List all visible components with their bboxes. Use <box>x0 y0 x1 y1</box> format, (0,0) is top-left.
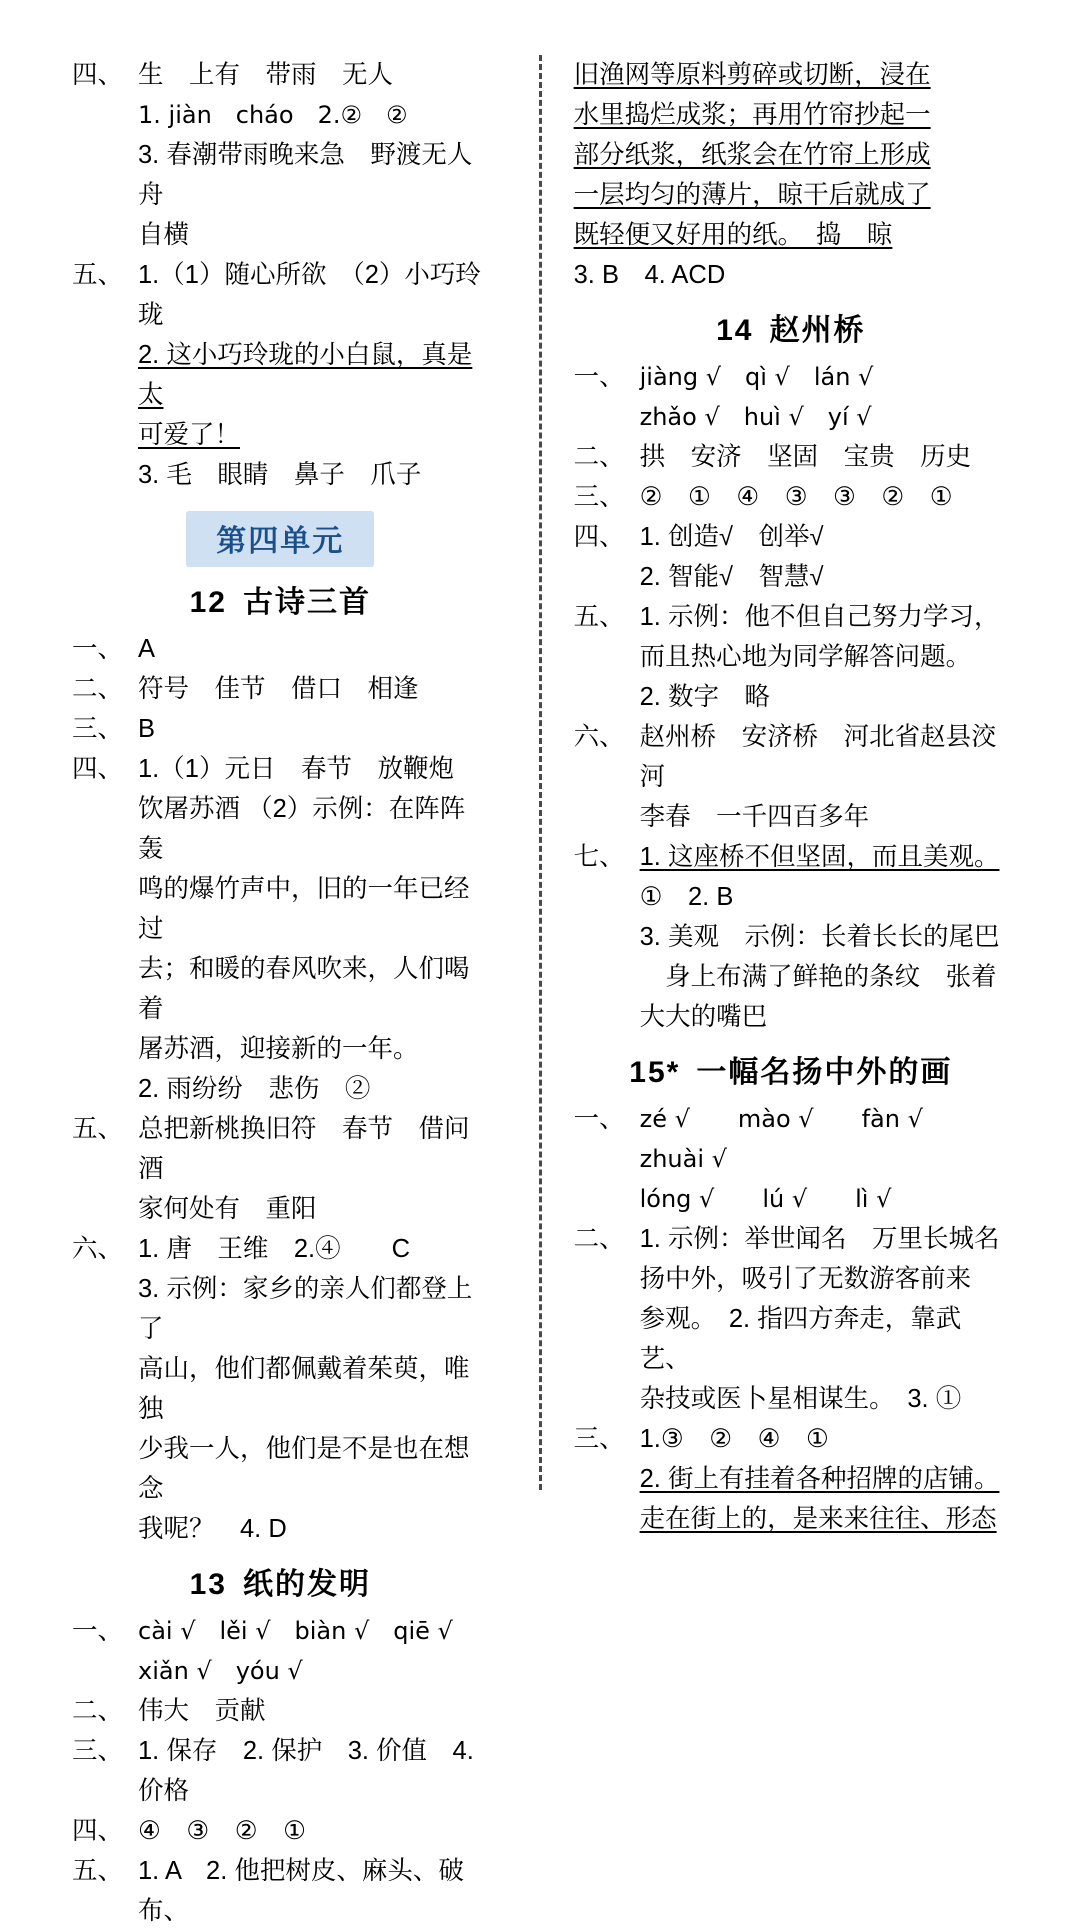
answer-content: ② ① ④ ③ ③ ② ① <box>639 483 953 511</box>
answer-line <box>72 629 489 669</box>
answer-line <box>574 557 1008 597</box>
answer-line <box>574 637 1008 677</box>
answer-line <box>72 335 489 415</box>
answer-content: 扬中外，吸引了无数游客前来 <box>639 1265 972 1293</box>
answer-line <box>72 1811 489 1851</box>
answer-content: 总把新桃换旧符 春节 借问酒 <box>138 1115 470 1183</box>
column-divider <box>539 55 542 1490</box>
answer-content: 1. jiàn cháo 2.② ② <box>138 101 408 129</box>
answer-label: 五、 <box>573 603 625 631</box>
answer-line <box>574 997 1008 1037</box>
answer-label: 二、 <box>573 1225 625 1253</box>
answer-line <box>574 1099 1008 1179</box>
answer-label <box>574 877 640 917</box>
answer-content: 可爱了！ <box>138 421 241 449</box>
answer-line <box>574 1499 1008 1539</box>
answer-line <box>574 477 1008 517</box>
answer-line <box>574 717 1008 797</box>
answer-content: 3. 示例：家乡的亲人们都登上了 <box>138 1275 473 1343</box>
answer-content: 生 上有 带雨 无人 <box>138 61 394 89</box>
answer-label <box>574 1499 640 1539</box>
answer-line <box>72 1269 489 1349</box>
answer-label <box>72 1029 138 1069</box>
lesson12-answers <box>72 629 489 1549</box>
answer-content: 大大的嘴巴 <box>639 1003 768 1031</box>
answer-label: 二、 <box>72 675 124 703</box>
answer-content: 3. B 4. ACD <box>573 261 726 289</box>
answer-content: xiǎn √ yóu √ <box>138 1657 303 1685</box>
left-column <box>72 55 507 1925</box>
answer-content: 参观。 2. 指四方奔走，靠武艺、 <box>639 1305 962 1373</box>
answer-content: 2. 街上有挂着各种招牌的店铺。 <box>639 1465 1000 1493</box>
answer-content: 我呢？ 4. D <box>138 1515 287 1543</box>
answer-content: 一层均匀的薄片，晾干后就成了 <box>573 181 931 209</box>
answer-label <box>72 1509 138 1549</box>
answer-label: 二、 <box>573 443 625 471</box>
answer-label <box>72 135 138 215</box>
answer-label <box>574 1379 640 1419</box>
answer-content: 去；和暖的春风吹来，人们喝着 <box>138 955 470 1023</box>
answer-content: 1.③ ② ④ ① <box>639 1425 829 1453</box>
answer-line <box>72 1189 489 1229</box>
answer-content: 1.（1）元日 春节 放鞭炮 <box>138 755 454 783</box>
answer-content: 屠苏酒，迎接新的一年。 <box>138 1035 419 1063</box>
answer-label <box>72 215 138 255</box>
answer-content: 1. 唐 王维 2.④ C <box>138 1235 411 1263</box>
answer-label <box>574 917 640 957</box>
answer-content: lóng √ lú √ lì √ <box>639 1185 892 1213</box>
answer-label <box>574 1259 640 1299</box>
answer-label <box>72 1349 138 1429</box>
answer-label: 六、 <box>72 1235 124 1263</box>
lesson-number: 15* <box>629 1056 681 1089</box>
answer-line <box>574 1259 1008 1299</box>
answer-content: 赵州桥 安济桥 河北省赵县洨河 <box>639 723 997 791</box>
answer-line <box>72 255 489 335</box>
answer-line <box>72 135 489 215</box>
answer-content: 2. 数字 略 <box>639 683 770 711</box>
answer-line <box>574 437 1008 477</box>
answer-line <box>574 517 1008 557</box>
answer-content: jiàng √ qì √ lán √ <box>639 363 874 391</box>
answer-line <box>72 749 489 789</box>
answer-content: 3. 春潮带雨晚来急 野渡无人舟 <box>138 141 473 209</box>
answer-label: 四、 <box>573 523 625 551</box>
answer-content: 3. 毛 眼睛 鼻子 爪子 <box>138 461 422 489</box>
answer-content: 而且热心地为同学解答问题。 <box>639 643 972 671</box>
answer-content: 家何处有 重阳 <box>138 1195 317 1223</box>
answer-line <box>72 1429 489 1509</box>
answer-content: 1. 示例：举世闻名 万里长城名 <box>639 1225 1000 1253</box>
answer-label <box>72 335 138 415</box>
lesson-title-13 <box>72 1559 489 1603</box>
answer-line <box>574 357 1008 397</box>
lesson-number: 12 <box>189 586 227 619</box>
answer-line <box>574 1219 1008 1259</box>
answer-content: 2. 雨纷纷 悲伤 ② <box>138 1075 371 1103</box>
answer-line <box>72 869 489 949</box>
answer-line <box>574 1179 1008 1219</box>
lesson-name: 古诗三首 <box>242 586 371 619</box>
answer-label: 一、 <box>72 635 124 663</box>
answer-content: 少我一人，他们是不是也在想念 <box>138 1435 470 1503</box>
lesson-number: 14 <box>716 314 754 347</box>
answer-text: 1. A 2. 他把树皮、麻头、破布、 <box>138 1857 464 1925</box>
answer-content: 拱 安济 坚固 宝贵 历史 <box>639 443 972 471</box>
lesson-number: 13 <box>189 1568 227 1601</box>
answer-content: 1. 保存 2. 保护 3. 价值 4. 价格 <box>138 1737 481 1805</box>
answer-label <box>574 637 640 677</box>
answer-content: 2. 智能√ 智慧√ <box>639 563 824 591</box>
answer-label: 四、 <box>72 755 124 783</box>
answer-content: ④ ③ ② ① <box>138 1817 306 1845</box>
answer-line <box>574 1419 1008 1459</box>
answer-content: 1. 这座桥不但坚固，而且美观。 <box>639 843 1000 871</box>
answer-label: 五、 <box>72 261 124 289</box>
answer-line <box>72 1109 489 1189</box>
lesson-title-12 <box>72 577 489 621</box>
answer-line <box>72 669 489 709</box>
answer-content: 部分纸浆，纸浆会在竹帘上形成 <box>573 141 931 169</box>
answer-line <box>574 877 1008 917</box>
answer-label: 二、 <box>72 1697 124 1725</box>
answer-label <box>574 1179 640 1219</box>
answer-content: 鸣的爆竹声中，旧的一年已经过 <box>138 875 470 943</box>
answer-label <box>72 949 138 1029</box>
answer-content: ① 2. B <box>639 883 734 911</box>
answer-line <box>72 1731 489 1811</box>
answer-content: cài √ lěi √ biàn √ qiē √ <box>138 1617 453 1645</box>
answer-label <box>72 1651 138 1691</box>
answer-line <box>72 215 489 255</box>
answer-content: 杂技或医卜星相谋生。 3. ① <box>639 1385 962 1413</box>
answer-content: 自横 <box>138 221 190 249</box>
answer-label <box>574 797 640 837</box>
answer-content: 伟大 贡献 <box>138 1697 266 1725</box>
answer-label <box>72 95 138 135</box>
answer-label: 六、 <box>573 723 625 751</box>
answer-content: 水里捣烂成浆；再用竹帘抄起一 <box>573 101 931 129</box>
answer-content <box>138 1851 489 1931</box>
answer-content: 旧渔网等原料剪碎或切断，浸在 <box>573 61 931 89</box>
answer-label: 三、 <box>573 1425 625 1453</box>
answer-label <box>72 1189 138 1229</box>
answer-line <box>574 95 1008 135</box>
lesson14-answers <box>574 357 1008 1037</box>
answer-content: 饮屠苏酒 （2）示例：在阵阵轰 <box>138 795 466 863</box>
answer-content: A <box>138 635 156 663</box>
answer-content: 3. 美观 示例：长着长长的尾巴 <box>639 923 1000 951</box>
answer-line <box>574 597 1008 637</box>
answer-label: 七、 <box>573 843 625 871</box>
answer-line <box>574 215 1008 255</box>
lesson-name: 纸的发明 <box>242 1568 371 1601</box>
answer-line <box>574 837 1008 877</box>
answer-line <box>574 797 1008 837</box>
lesson13-continued <box>574 55 1008 295</box>
answer-line <box>574 55 1008 95</box>
answer-line <box>72 1349 489 1429</box>
answer-line <box>72 709 489 749</box>
answer-label <box>72 869 138 949</box>
answer-line <box>574 1299 1008 1379</box>
answer-line <box>574 1379 1008 1419</box>
lesson-title-15 <box>574 1047 1008 1091</box>
answer-label: 一、 <box>573 1105 625 1133</box>
answer-line <box>72 455 489 495</box>
answer-content: 李春 一千四百多年 <box>639 803 870 831</box>
answer-line <box>574 255 1008 295</box>
answer-line <box>72 949 489 1029</box>
two-column-layout <box>72 55 1008 1925</box>
answer-line <box>72 789 489 869</box>
answer-content: 符号 佳节 借口 相逢 <box>138 675 419 703</box>
answer-line <box>72 1851 489 1931</box>
answer-label: 四、 <box>72 1817 124 1845</box>
answer-label <box>574 1299 640 1379</box>
answer-line <box>72 95 489 135</box>
answer-label <box>72 1429 138 1509</box>
answer-line <box>72 1509 489 1549</box>
unit-banner-label: 第四单元 <box>186 511 374 567</box>
answer-content: 1. 示例：他不但自己努力学习， <box>639 603 1000 631</box>
answer-content: 2. 这小巧玲珑的小白鼠，真是太 <box>138 341 473 409</box>
answer-line <box>574 397 1008 437</box>
answer-line <box>72 1029 489 1069</box>
answer-line <box>72 1229 489 1269</box>
answer-content: zé √ mào √ fàn √ zhuài √ <box>639 1105 971 1173</box>
answer-line <box>72 1651 489 1691</box>
lesson15-answers <box>574 1099 1008 1539</box>
answer-label <box>574 997 640 1037</box>
right-column <box>573 55 1008 1533</box>
answer-label: 三、 <box>72 715 124 743</box>
answer-line <box>72 55 489 95</box>
answer-label: 三、 <box>72 1737 124 1765</box>
answer-label: 五、 <box>72 1857 124 1885</box>
answer-content: 身上布满了鲜艳的条纹 张着 <box>639 963 997 991</box>
answer-content: 既轻便又好用的纸。 捣 晾 <box>573 221 893 249</box>
lesson13-answers <box>72 1611 489 1931</box>
answer-label: 一、 <box>72 1617 124 1645</box>
answer-line <box>72 415 489 455</box>
answer-content: zhǎo √ huì √ yí √ <box>639 403 872 431</box>
answer-line <box>72 1691 489 1731</box>
lesson-name: 赵州桥 <box>769 314 866 347</box>
answer-label <box>574 557 640 597</box>
answer-label: 三、 <box>573 483 625 511</box>
lesson-name: 一幅名扬中外的画 <box>696 1056 953 1089</box>
answer-content: B <box>138 715 156 743</box>
answer-label <box>72 455 138 495</box>
unit-three-answers-block <box>72 55 489 495</box>
answer-label <box>574 397 640 437</box>
answer-label <box>72 1069 138 1109</box>
answer-label <box>574 957 640 997</box>
answer-label: 五、 <box>72 1115 124 1143</box>
answer-label <box>574 1459 640 1499</box>
answer-line <box>72 1611 489 1651</box>
answer-line <box>574 677 1008 717</box>
answer-label: 四、 <box>72 61 124 89</box>
answer-line <box>574 175 1008 215</box>
answer-label <box>72 1269 138 1349</box>
answer-line <box>574 135 1008 175</box>
answer-label: 一、 <box>573 363 625 391</box>
unit-banner <box>72 511 489 567</box>
answer-content: 走在街上的，是来来往往、形态 <box>639 1505 997 1533</box>
answer-line <box>574 917 1008 957</box>
answer-label <box>72 789 138 869</box>
answer-line <box>574 1459 1008 1499</box>
answer-label <box>72 415 138 455</box>
answer-content: 高山，他们都佩戴着茱萸，唯独 <box>138 1355 470 1423</box>
answer-content: 1. 创造√ 创举√ <box>639 523 824 551</box>
answer-content: 1.（1）随心所欲 （2）小巧玲珑 <box>138 261 481 329</box>
answer-label <box>574 677 640 717</box>
answer-line <box>72 1069 489 1109</box>
answer-line <box>574 957 1008 997</box>
lesson-title-14 <box>574 305 1008 349</box>
